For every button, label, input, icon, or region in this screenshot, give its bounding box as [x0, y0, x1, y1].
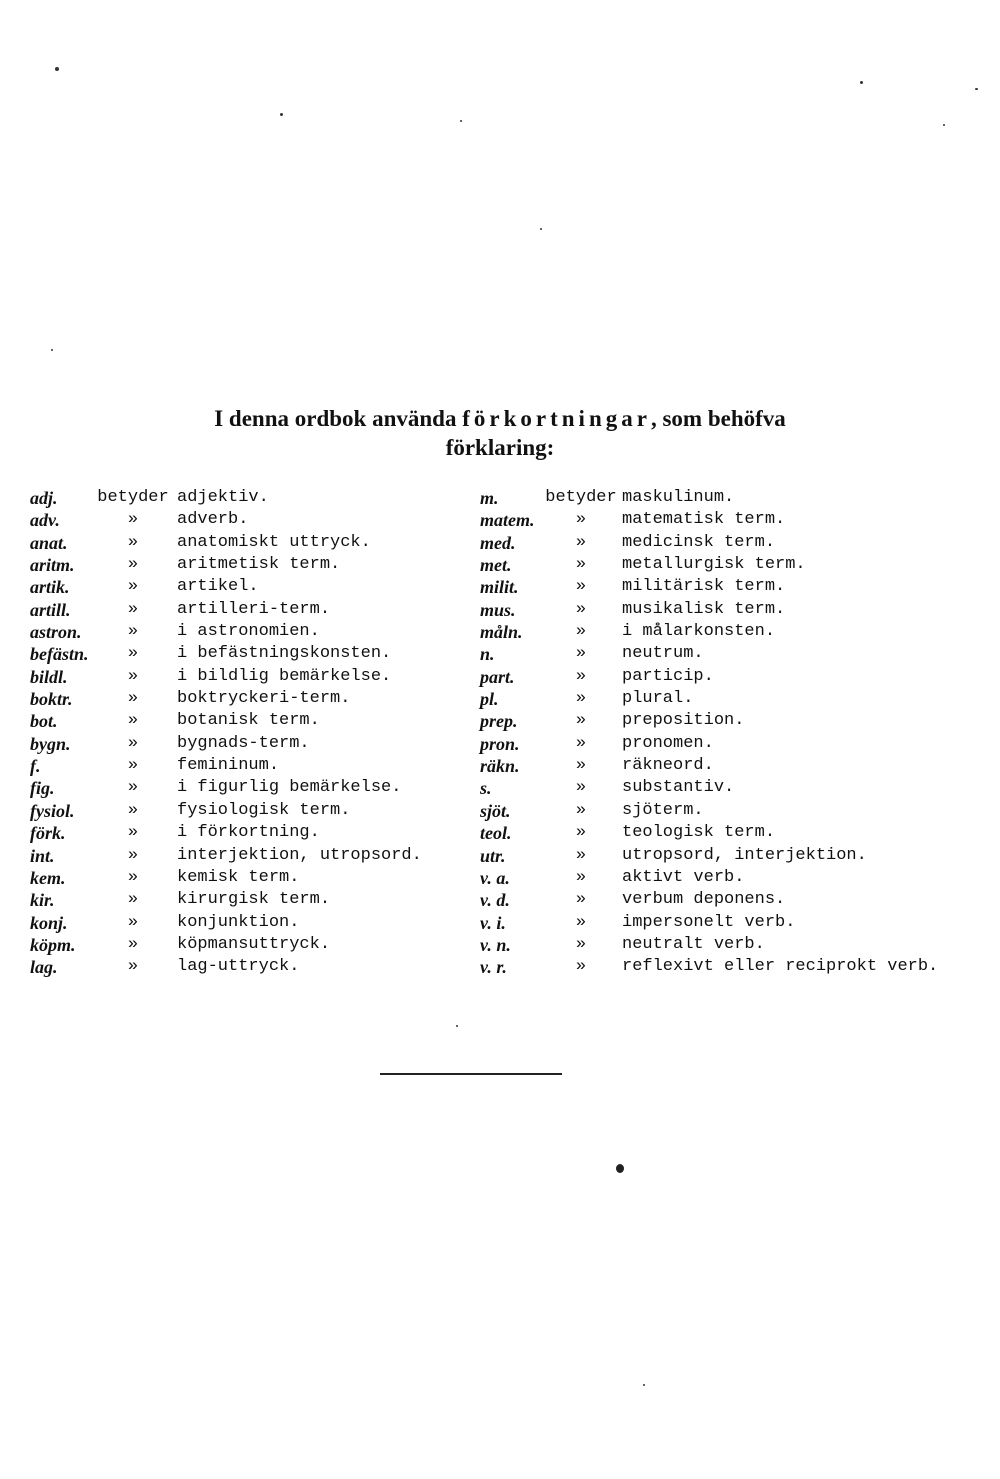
abbreviation-definition: adjektiv.	[177, 488, 269, 507]
abbreviation-definition: maskulinum.	[622, 488, 735, 507]
abbreviation-verb: »	[127, 733, 139, 753]
abbreviation-definition: musikalisk term.	[622, 599, 786, 619]
abbreviation-verb: »	[575, 778, 587, 798]
scan-speck	[943, 124, 945, 126]
abbreviation-definition: reflexivt eller reciprokt verb.	[622, 957, 939, 977]
abbreviation: anat.	[30, 532, 68, 553]
abbreviation: konj.	[30, 912, 68, 933]
abbreviation: milit.	[480, 577, 519, 598]
abbreviation: bot.	[30, 711, 58, 732]
abbreviation-definition: neutrum.	[622, 644, 704, 664]
abbreviation-verb: betyder	[545, 488, 617, 507]
abbreviation-definition: i förkortning.	[177, 823, 320, 843]
separator-rule	[380, 1073, 562, 1075]
scan-speck	[860, 81, 863, 84]
abbreviation-verb: »	[575, 532, 587, 552]
scan-speck	[55, 67, 59, 71]
abbreviation-verb: »	[575, 555, 587, 575]
abbreviation: m.	[480, 488, 499, 508]
abbreviation-definition: matematisk term.	[622, 510, 786, 530]
abbreviation-definition: kemisk term.	[177, 867, 300, 887]
abbreviation-definition: artikel.	[177, 577, 259, 597]
abbreviation-definition: i målarkonsten.	[622, 622, 776, 642]
scan-speck	[643, 1384, 645, 1386]
abbreviation: v. d.	[480, 890, 510, 911]
abbreviation: f.	[30, 756, 41, 777]
abbreviation: kem.	[30, 867, 66, 888]
abbreviation-definition: adverb.	[177, 510, 249, 530]
abbreviation: met.	[480, 555, 512, 576]
abbreviation: artik.	[30, 577, 70, 598]
abbreviation-verb: »	[575, 510, 587, 530]
abbreviation: måln.	[480, 622, 523, 643]
abbreviation-verb: »	[127, 957, 139, 977]
abbreviation-definition: boktryckeri-term.	[177, 689, 351, 709]
abbreviation-definition: impersonelt verb.	[622, 912, 796, 932]
abbreviation: mus.	[480, 599, 516, 620]
abbreviation-verb: »	[575, 622, 587, 642]
abbreviation-definition: bygnads-term.	[177, 733, 310, 753]
abbreviation-definition: fysiologisk term.	[177, 800, 351, 820]
title-part-1: I denna ordbok använda	[214, 406, 463, 431]
abbreviation: v. r.	[480, 957, 507, 978]
abbreviation-verb: »	[575, 733, 587, 753]
abbreviation: boktr.	[30, 689, 73, 710]
abbreviation-definition: i befästningskonsten.	[177, 644, 392, 664]
abbreviation-verb: »	[575, 577, 587, 597]
abbreviation-verb: »	[127, 845, 139, 865]
abbreviation: fig.	[30, 778, 55, 799]
abbreviation-definition: artilleri-term.	[177, 599, 331, 619]
abbreviation: astron.	[30, 622, 82, 643]
abbreviation-definition: i figurlig bemärkelse.	[177, 778, 402, 798]
abbreviation: pron.	[480, 733, 520, 754]
abbreviation-definition: medicinsk term.	[622, 532, 776, 552]
abbreviation-definition: i bildlig bemärkelse.	[177, 666, 392, 686]
abbreviation: matem.	[480, 510, 535, 531]
title-line-2: förklaring:	[445, 435, 555, 460]
abbreviation-verb: »	[127, 510, 139, 530]
abbreviation: kir.	[30, 890, 55, 911]
abbreviation-verb: »	[127, 800, 139, 820]
abbreviation-verb: »	[127, 934, 139, 954]
abbreviation-verb: »	[575, 800, 587, 820]
abbreviation: sjöt.	[480, 800, 511, 821]
scan-speck	[280, 113, 283, 116]
abbreviation-definition: verbum deponens.	[622, 890, 786, 910]
abbreviation-verb: »	[127, 778, 139, 798]
title-line-1	[40, 404, 960, 433]
abbreviation-verb: »	[127, 867, 139, 887]
abbreviation-definition: utropsord, interjektion.	[622, 845, 867, 865]
abbreviation-verb: »	[127, 711, 139, 731]
abbreviation-definition: plural.	[622, 689, 694, 709]
abbreviation: utr.	[480, 845, 506, 866]
abbreviation: bildl.	[30, 666, 68, 687]
abbreviation: int.	[30, 845, 55, 866]
abbreviation-definition: kirurgisk term.	[177, 890, 331, 910]
abbreviation: aritm.	[30, 555, 75, 576]
abbreviation-verb: »	[127, 756, 139, 776]
page-title	[40, 404, 960, 462]
abbreviation-verb: »	[127, 622, 139, 642]
abbreviation-verb: betyder	[97, 488, 169, 507]
abbreviation: köpm.	[30, 934, 76, 955]
abbreviation-verb: »	[575, 756, 587, 776]
abbreviation: artill.	[30, 599, 71, 620]
abbreviation-definition: lag-uttryck.	[177, 957, 300, 977]
abbreviation: med.	[480, 532, 516, 553]
abbreviation-verb: »	[575, 689, 587, 709]
abbreviation-verb: »	[127, 532, 139, 552]
abbreviation: bygn.	[30, 733, 71, 754]
abbreviation-definition: räkneord.	[622, 756, 714, 776]
abbreviation-verb: »	[127, 644, 139, 664]
abbreviation-definition: teologisk term.	[622, 823, 776, 843]
abbreviation-verb: »	[127, 666, 139, 686]
abbreviation: lag.	[30, 957, 58, 978]
abbreviation-verb: »	[575, 867, 587, 887]
scan-speck	[456, 1025, 458, 1027]
scan-speck	[975, 88, 978, 90]
abbreviation: teol.	[480, 823, 512, 844]
abbreviation-verb: »	[127, 599, 139, 619]
abbreviation-definition: i astronomien.	[177, 622, 320, 642]
abbreviation-verb: »	[127, 577, 139, 597]
abbreviation-definition: metallurgisk term.	[622, 555, 806, 575]
abbreviation-verb: »	[575, 823, 587, 843]
abbreviation-definition: köpmansuttryck.	[177, 934, 331, 954]
abbreviation-definition: substantiv.	[622, 778, 735, 798]
scan-speck	[540, 228, 542, 230]
abbreviation: prep.	[480, 711, 518, 732]
abbreviation-definition: pronomen.	[622, 733, 714, 753]
abbreviation-verb: »	[575, 957, 587, 977]
abbreviation-definition: interjektion, utropsord.	[177, 845, 422, 865]
abbreviation: adv.	[30, 510, 60, 531]
abbreviation-verb: »	[575, 845, 587, 865]
abbreviation: fysiol.	[30, 800, 75, 821]
abbreviation-definition: militärisk term.	[622, 577, 786, 597]
abbreviation-definition: konjunktion.	[177, 912, 300, 932]
abbreviation: befästn.	[30, 644, 89, 665]
scan-speck	[460, 120, 462, 122]
abbreviation: s.	[480, 778, 492, 799]
abbreviation: adj.	[30, 488, 58, 508]
abbreviation: räkn.	[480, 756, 520, 777]
scan-speck	[51, 349, 53, 351]
abbreviation: pl.	[480, 689, 499, 710]
abbreviation-definition: sjöterm.	[622, 800, 704, 820]
abbreviation-verb: »	[575, 644, 587, 664]
abbreviation-verb: »	[127, 890, 139, 910]
abbreviation-definition: preposition.	[622, 711, 745, 731]
title-spaced-word: förkortningar	[462, 406, 651, 431]
abbreviation-definition: botanisk term.	[177, 711, 320, 731]
scan-speck	[616, 1164, 624, 1173]
abbreviation: n.	[480, 644, 495, 665]
abbreviation-verb: »	[575, 934, 587, 954]
abbreviation: v. a.	[480, 867, 510, 888]
abbreviation-verb: »	[127, 823, 139, 843]
title-part-2: , som behöfva	[650, 406, 786, 431]
abbreviation-definition: particip.	[622, 666, 714, 686]
abbreviation-verb: »	[575, 711, 587, 731]
abbreviation-definition: neutralt verb.	[622, 934, 765, 954]
abbreviation-verb: »	[575, 890, 587, 910]
abbreviation: v. n.	[480, 934, 511, 955]
abbreviation-verb: »	[127, 689, 139, 709]
abbreviation-definition: anatomiskt uttryck.	[177, 532, 371, 552]
abbreviation-definition: aktivt verb.	[622, 867, 745, 887]
abbreviation-verb: »	[575, 912, 587, 932]
abbreviation: part.	[480, 666, 515, 687]
abbreviation-verb: »	[575, 599, 587, 619]
abbreviation: v. i.	[480, 912, 506, 933]
abbreviation-verb: »	[127, 555, 139, 575]
abbreviation-definition: femininum.	[177, 756, 280, 776]
abbreviation-verb: »	[575, 666, 587, 686]
abbreviation-verb: »	[127, 912, 139, 932]
abbreviation: förk.	[30, 823, 66, 844]
abbreviation-definition: aritmetisk term.	[177, 555, 341, 575]
